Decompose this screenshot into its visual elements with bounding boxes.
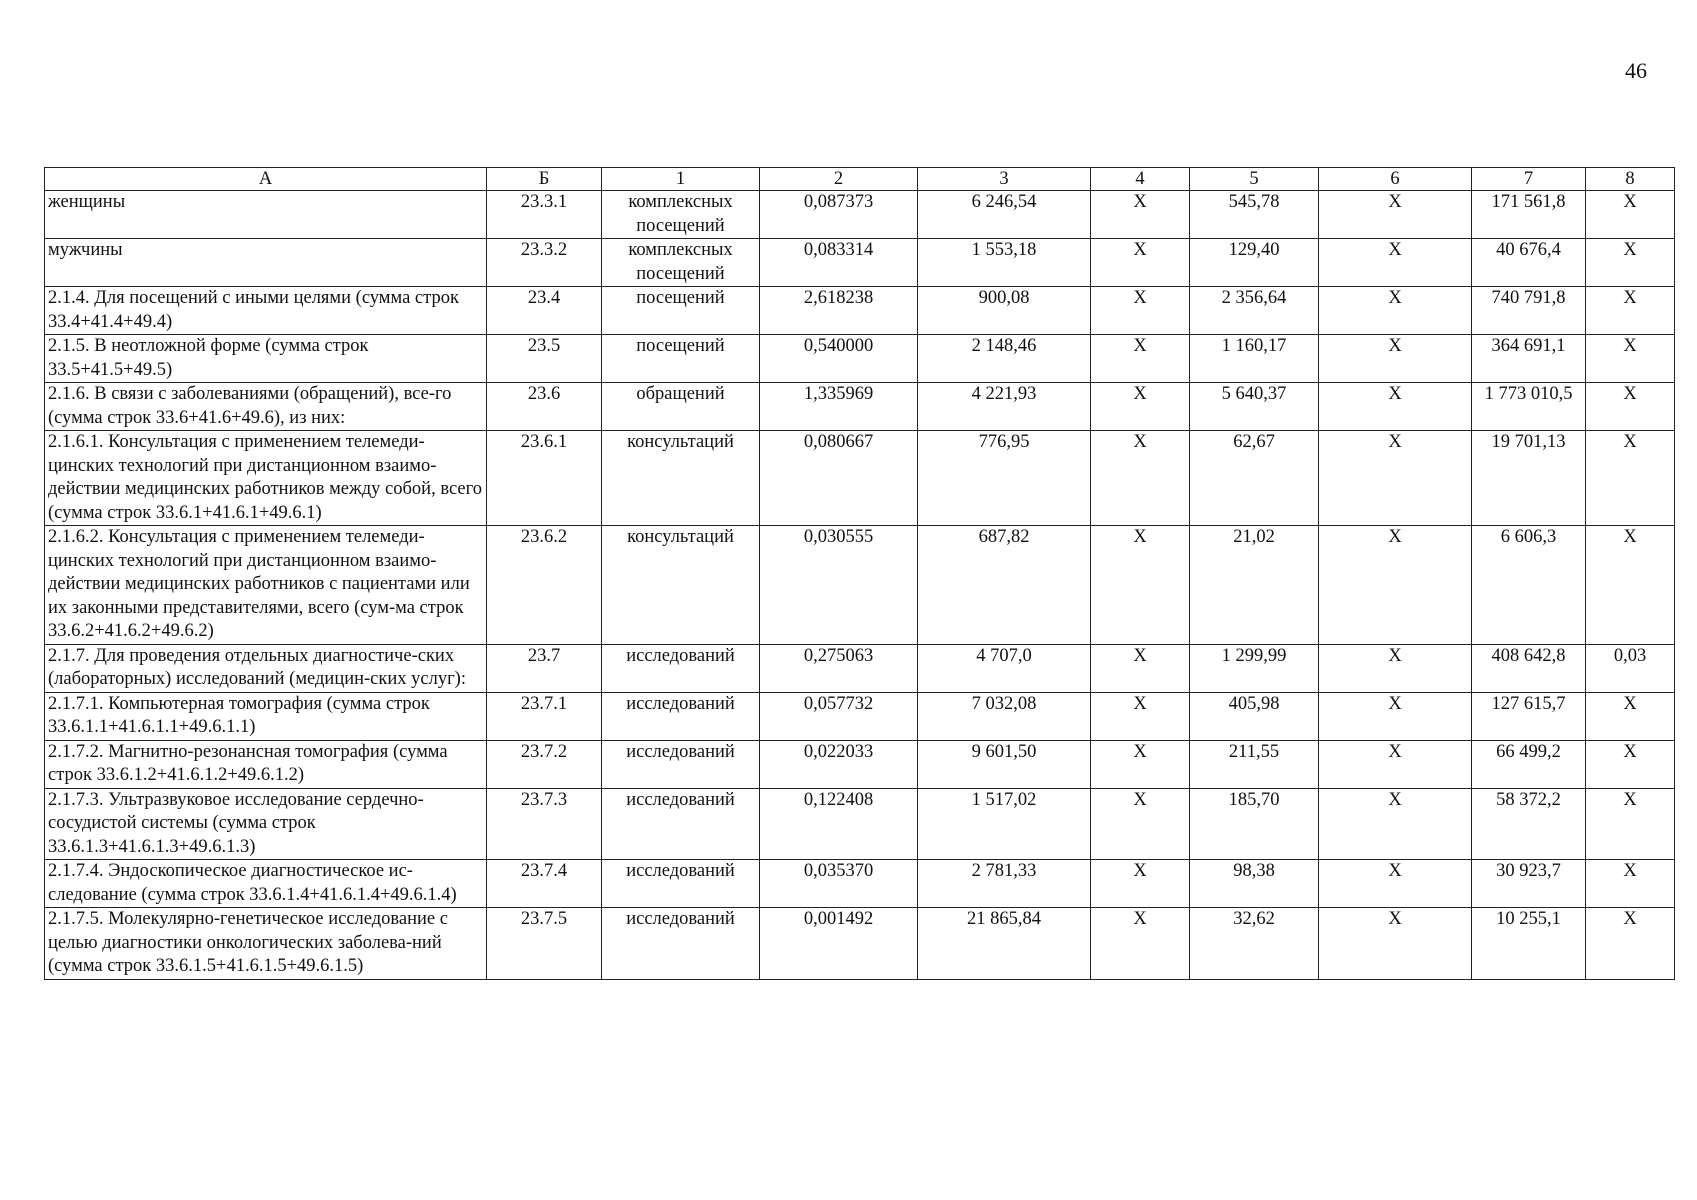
value-cell-6: Х [1319,431,1472,526]
value-cell-5: 545,78 [1190,191,1319,239]
value-cell-6: Х [1319,740,1472,788]
value-cell-6: Х [1319,526,1472,645]
header-cell: 1 [602,168,760,191]
row-label-cell: мужчины [45,239,487,287]
value-cell-6: Х [1319,239,1472,287]
value-cell-3: 1 517,02 [918,788,1091,860]
value-cell-5: 185,70 [1190,788,1319,860]
value-cell-4: Х [1091,287,1190,335]
row-label-cell: 2.1.7. Для проведения отдельных диагностиче-ских (лабораторных) исследований (медицин-ских услуг): [45,644,487,692]
value-cell-5: 5 640,37 [1190,383,1319,431]
value-cell-3: 6 246,54 [918,191,1091,239]
value-cell-6: Х [1319,692,1472,740]
header-cell: 8 [1586,168,1675,191]
value-cell-2: 0,122408 [760,788,918,860]
value-cell-8: Х [1586,788,1675,860]
value-cell-5: 1 160,17 [1190,335,1319,383]
row-label-cell: женщины [45,191,487,239]
table-row [45,692,1675,740]
row-label-cell: 2.1.6.2. Консультация с применением телемеди-цинских технологий при дистанционном взаимо-действии медицинских работников с пациентами или их законными представителями, всего (сум-ма строк 33.6.2+41.6.2+49.6.2) [45,526,487,645]
value-cell-6: Х [1319,335,1472,383]
value-cell-4: Х [1091,431,1190,526]
value-cell-4: Х [1091,860,1190,908]
table-row [45,287,1675,335]
value-cell-4: Х [1091,239,1190,287]
value-cell-5: 98,38 [1190,860,1319,908]
row-code-cell: 23.5 [487,335,602,383]
unit-cell: исследований [602,860,760,908]
unit-cell: исследований [602,740,760,788]
table-row [45,908,1675,980]
value-cell-8: Х [1586,908,1675,980]
unit-cell: обращений [602,383,760,431]
unit-cell: исследований [602,692,760,740]
value-cell-7: 408 642,8 [1472,644,1586,692]
header-cell: 6 [1319,168,1472,191]
row-code-cell: 23.4 [487,287,602,335]
value-cell-2: 0,087373 [760,191,918,239]
row-label-cell: 2.1.7.3. Ультразвуковое исследование сердечно-сосудистой системы (сумма строк 33.6.1.3+41.6.1.3+49.6.1.3) [45,788,487,860]
value-cell-5: 1 299,99 [1190,644,1319,692]
value-cell-7: 66 499,2 [1472,740,1586,788]
header-cell: А [45,168,487,191]
row-code-cell: 23.7.4 [487,860,602,908]
value-cell-7: 6 606,3 [1472,526,1586,645]
header-cell: 2 [760,168,918,191]
table-header-row [45,168,1675,191]
header-cell: 5 [1190,168,1319,191]
value-cell-5: 21,02 [1190,526,1319,645]
value-cell-5: 2 356,64 [1190,287,1319,335]
value-cell-6: Х [1319,191,1472,239]
table-row [45,383,1675,431]
row-label-cell: 2.1.5. В неотложной форме (сумма строк 33.5+41.5+49.5) [45,335,487,383]
value-cell-3: 9 601,50 [918,740,1091,788]
value-cell-8: Х [1586,287,1675,335]
row-code-cell: 23.3.1 [487,191,602,239]
value-cell-2: 1,335969 [760,383,918,431]
header-cell: Б [487,168,602,191]
value-cell-2: 0,080667 [760,431,918,526]
value-cell-2: 0,275063 [760,644,918,692]
value-cell-8: Х [1586,860,1675,908]
row-code-cell: 23.7.1 [487,692,602,740]
value-cell-8: Х [1586,431,1675,526]
unit-cell: исследований [602,644,760,692]
value-cell-5: 62,67 [1190,431,1319,526]
value-cell-6: Х [1319,788,1472,860]
value-cell-7: 1 773 010,5 [1472,383,1586,431]
table-body [45,191,1675,980]
header-cell: 3 [918,168,1091,191]
value-cell-3: 2 148,46 [918,335,1091,383]
value-cell-3: 4 221,93 [918,383,1091,431]
value-cell-6: Х [1319,908,1472,980]
value-cell-3: 21 865,84 [918,908,1091,980]
unit-cell: консультаций [602,431,760,526]
value-cell-4: Х [1091,908,1190,980]
value-cell-7: 127 615,7 [1472,692,1586,740]
value-cell-8: 0,03 [1586,644,1675,692]
value-cell-5: 405,98 [1190,692,1319,740]
value-cell-4: Х [1091,526,1190,645]
table-row [45,239,1675,287]
row-code-cell: 23.7.3 [487,788,602,860]
value-cell-2: 2,618238 [760,287,918,335]
value-cell-2: 0,083314 [760,239,918,287]
value-cell-3: 4 707,0 [918,644,1091,692]
table-row [45,860,1675,908]
value-cell-3: 1 553,18 [918,239,1091,287]
value-cell-7: 19 701,13 [1472,431,1586,526]
value-cell-6: Х [1319,860,1472,908]
value-cell-5: 211,55 [1190,740,1319,788]
row-label-cell: 2.1.6. В связи с заболеваниями (обращений), все-го (сумма строк 33.6+41.6+49.6), из них: [45,383,487,431]
value-cell-8: Х [1586,239,1675,287]
row-code-cell: 23.6.2 [487,526,602,645]
value-cell-8: Х [1586,740,1675,788]
table-row [45,740,1675,788]
value-cell-7: 171 561,8 [1472,191,1586,239]
value-cell-3: 776,95 [918,431,1091,526]
value-cell-7: 58 372,2 [1472,788,1586,860]
value-cell-5: 32,62 [1190,908,1319,980]
value-cell-3: 7 032,08 [918,692,1091,740]
value-cell-8: Х [1586,335,1675,383]
unit-cell: исследований [602,908,760,980]
unit-cell: консультаций [602,526,760,645]
table-row [45,431,1675,526]
row-code-cell: 23.7 [487,644,602,692]
value-cell-4: Х [1091,644,1190,692]
value-cell-4: Х [1091,740,1190,788]
page-number: 46 [1625,58,1647,83]
row-code-cell: 23.7.2 [487,740,602,788]
value-cell-6: Х [1319,644,1472,692]
value-cell-7: 40 676,4 [1472,239,1586,287]
value-cell-7: 740 791,8 [1472,287,1586,335]
value-cell-3: 687,82 [918,526,1091,645]
value-cell-8: Х [1586,692,1675,740]
row-label-cell: 2.1.7.1. Компьютерная томография (сумма строк 33.6.1.1+41.6.1.1+49.6.1.1) [45,692,487,740]
data-table [44,167,1675,980]
value-cell-4: Х [1091,383,1190,431]
row-code-cell: 23.3.2 [487,239,602,287]
value-cell-6: Х [1319,287,1472,335]
value-cell-3: 900,08 [918,287,1091,335]
value-cell-8: Х [1586,526,1675,645]
row-code-cell: 23.6 [487,383,602,431]
value-cell-7: 364 691,1 [1472,335,1586,383]
value-cell-2: 0,030555 [760,526,918,645]
value-cell-4: Х [1091,335,1190,383]
row-code-cell: 23.7.5 [487,908,602,980]
value-cell-4: Х [1091,692,1190,740]
value-cell-4: Х [1091,191,1190,239]
unit-cell: комплексных посещений [602,239,760,287]
row-label-cell: 2.1.4. Для посещений с иными целями (сумма строк 33.4+41.4+49.4) [45,287,487,335]
value-cell-8: Х [1586,191,1675,239]
row-label-cell: 2.1.7.5. Молекулярно-генетическое исследование с целью диагностики онкологических заболева-ний (сумма строк 33.6.1.5+41.6.1.5+49.6.1.5) [45,908,487,980]
unit-cell: посещений [602,335,760,383]
value-cell-2: 0,035370 [760,860,918,908]
value-cell-2: 0,540000 [760,335,918,383]
table-row [45,788,1675,860]
value-cell-7: 30 923,7 [1472,860,1586,908]
value-cell-2: 0,022033 [760,740,918,788]
value-cell-3: 2 781,33 [918,860,1091,908]
unit-cell: посещений [602,287,760,335]
row-label-cell: 2.1.7.4. Эндоскопическое диагностическое ис-следование (сумма строк 33.6.1.4+41.6.1.4+49.6.1.4) [45,860,487,908]
value-cell-6: Х [1319,383,1472,431]
table-row [45,526,1675,645]
value-cell-2: 0,057732 [760,692,918,740]
table-row [45,335,1675,383]
row-label-cell: 2.1.7.2. Магнитно-резонансная томография (сумма строк 33.6.1.2+41.6.1.2+49.6.1.2) [45,740,487,788]
unit-cell: исследований [602,788,760,860]
value-cell-7: 10 255,1 [1472,908,1586,980]
row-code-cell: 23.6.1 [487,431,602,526]
unit-cell: комплексных посещений [602,191,760,239]
value-cell-4: Х [1091,788,1190,860]
header-cell: 7 [1472,168,1586,191]
value-cell-8: Х [1586,383,1675,431]
table-row [45,191,1675,239]
value-cell-2: 0,001492 [760,908,918,980]
table-row [45,644,1675,692]
header-cell: 4 [1091,168,1190,191]
value-cell-5: 129,40 [1190,239,1319,287]
row-label-cell: 2.1.6.1. Консультация с применением телемеди-цинских технологий при дистанционном взаимо-действии медицинских работников между собой, всего (сумма строк 33.6.1+41.6.1+49.6.1) [45,431,487,526]
